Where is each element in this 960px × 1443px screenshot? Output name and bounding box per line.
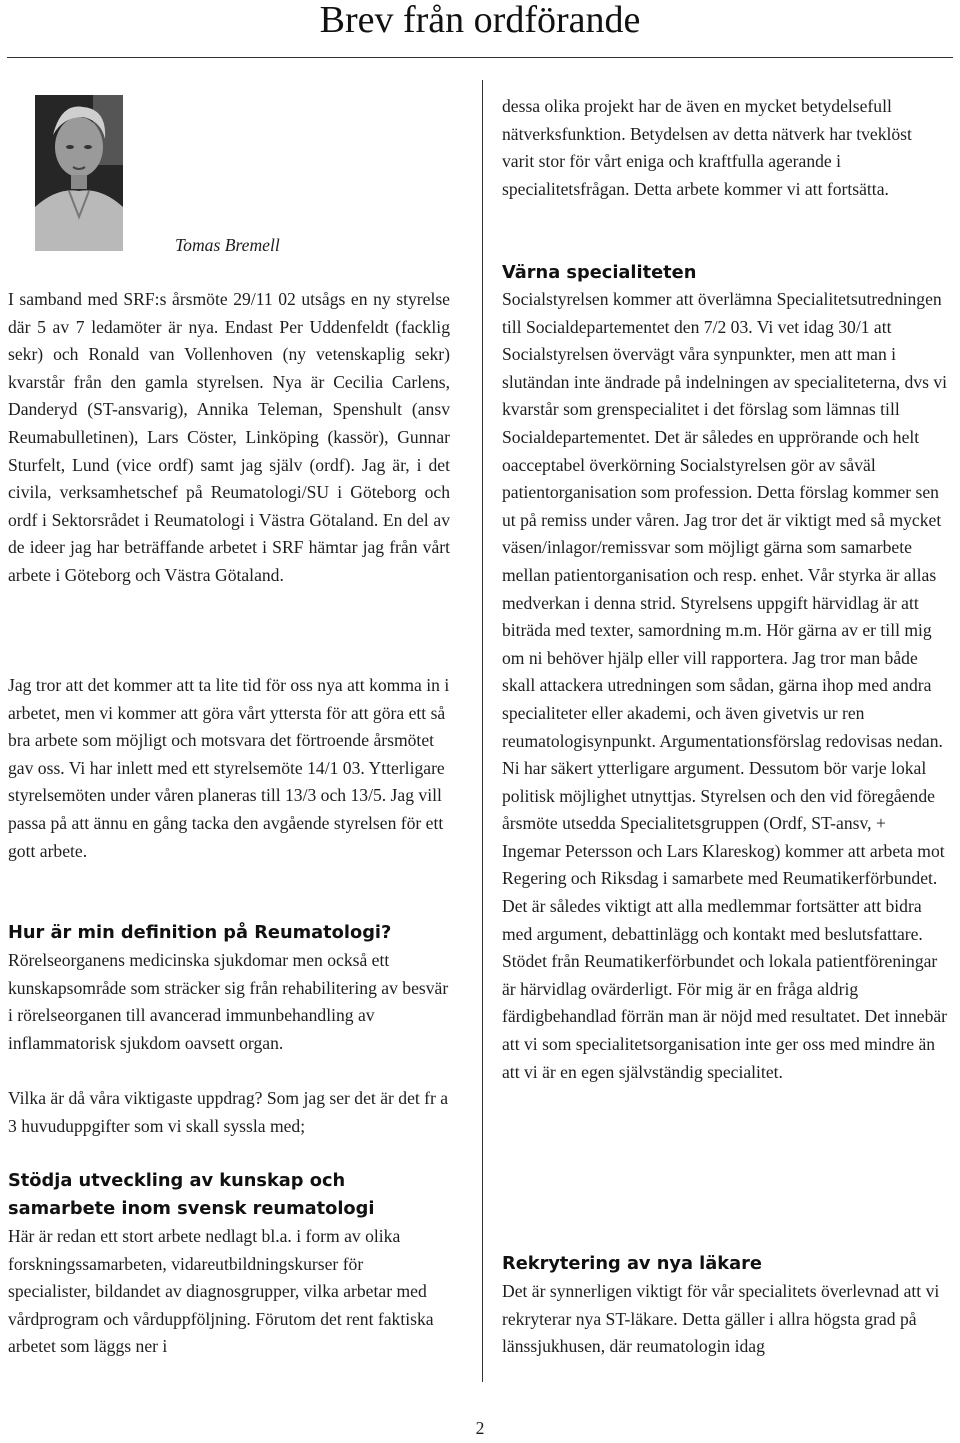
paragraph: Här är redan ett stort arbete nedlagt bl.a. i form av olika forskningssamarbeten, vidareutbildningskurser för specialister, bildandet av diagnosgrupper, vilka arbetar med vårdprogram och vårduppföljning. Förutom det rent faktiska arbetet som läggs ner i	[8, 1226, 434, 1357]
paragraph: Det är synnerligen viktigt för vår specialitets överlevnad att vi rekryterar nya ST-läkare. Detta gäller i allra högsta grad på länssjukhusen, där reumatologin idag	[502, 1281, 940, 1357]
title-rule	[7, 57, 953, 58]
paragraph: dessa olika projekt har de även en mycket betydelsefull nätverksfunktion. Betydelsen av detta nätverk har tveklöst varit stor för vårt eniga och kraftfulla agerande i specialitetsfrågan. Detta arbete kommer vi att fortsätta.	[502, 96, 912, 199]
paragraph: I samband med SRF:s årsmöte 29/11 02 utsågs en ny styrelse där 5 av 7 ledamöter är nya. Endast Per Uddenfeldt (facklig sekr) och Ronald van Vollenhoven (ny vetenskaplig sekr) kvarstår från den gamla styrelsen. Nya är Cecilia Carlens, Danderyd (ST-ansvarig), Annika Teleman, Spenshult (ansv Reumabulletinen), Lars Cöster, Linköping (kassör), Gunnar Sturfelt, Lund (vice ordf) samt jag själv (ordf). Jag är, i det civila, verksamhetschef på Reumatologi/SU i Göteborg och ordf i Sektorsrådet i Reumatologi i Västra Götaland. En del av de ideer jag har beträffande arbetet i SRF hämtar jag från vårt arbete i Göteborg och Västra Götaland.	[8, 289, 450, 585]
page-title: Brev från ordförande	[319, 0, 641, 41]
author-photo	[35, 95, 123, 251]
photo-caption: Tomas Bremell	[175, 235, 280, 255]
column-divider	[482, 80, 483, 1382]
section-heading: Värna specialiteten	[502, 262, 697, 283]
paragraph: Socialstyrelsen kommer att överlämna Specialitetsutredningen till Socialdepartementet den 7/2 03. Vi vet idag 30/1 att Socialstyrelsen övervägt våra synpunkter, men att man i slutändan inte ändrade på indelningen av specialiteterna, dvs vi kvarstår som grenspecialitet i det förslag som lämnas till Socialdepartementet. Det är således en upprörande och helt oacceptabel överkörning Socialstyrelsen gör av såväl patientorganisation som profession. Detta förslag kommer sen ut på remiss under våren. Jag tror det är viktigt med så mycket väsen/inlagor/remissvar som möjligt gärna som samarbete mellan patientorganisation och resp. enhet. Vår styrka är allas medverkan i denna strid. Styrelsens uppgift härvidlag är att biträda med texter, samordning m.m. Hör gärna av er till mig om ni behöver hjälp eller vill rapportera. Jag tror man både skall attackera utredningen som sådan, gärna ihop med andra specialiteter eller akademi, och även givetvis ur ren reumatologisynpunkt. Argumentationsförslag redovisas nedan. Ni har säkert ytterligare argument. Dessutom bör varje lokal politisk möjlighet utnyttjas. Styrelsen och den vid föregående årsmöte utsedda Specialitetsgruppen (Ordf, ST-ansv, + Ingemar Petersson och Lars Klareskog) kommer att arbeta mot Regering och Riksdag i samarbete med Reumatikerförbundet. Det är således viktigt att alla medlemmar fortsätter att bidra med argument, debattinlägg och kontakt med beslutsfattare. Stödet från Reumatikerförbundet och lokala patientföreningar är härvidlag ovärderligt. För mig är en fråga aldrig färdigbehandlad förrän man är nöjd med resultatet. Det innebär att vi som specialitetsorganisation inte ger oss med mindre än att vi är en egen självständig specialitet.	[502, 289, 948, 1082]
page-number: 2	[475, 1418, 485, 1438]
section-heading: Rekrytering av nya läkare	[502, 1253, 762, 1274]
portrait-image	[35, 95, 123, 251]
paragraph: Rörelseorganens medicinska sjukdomar men också ett kunskapsområde som sträcker sig från rehabilitering av besvär i rörelseorganen till avancerad immunbehandling av inflammatorisk sjukdom oavsett organ.	[8, 950, 449, 1053]
paragraph: Jag tror att det kommer att ta lite tid för oss nya att komma in i arbetet, men vi kommer att göra vårt yttersta för att göra ett så bra arbete som möjligt och motsvara det förtroende årsmötet gav oss. Vi har inlett med ett styrelsemöte 14/1 03. Ytterligare styrelsemöten under våren planeras till 13/3 och 13/5. Jag vill passa på att ännu en gång tacka den avgående styrelsen för ett gott arbete.	[8, 675, 450, 861]
paragraph: Vilka är då våra viktigaste uppdrag? Som jag ser det är det fr a 3 huvuduppgifter som vi skall syssla med;	[8, 1088, 449, 1136]
section-heading: Stödja utveckling av kunskap och samarbete inom svensk reumatologi	[8, 1170, 375, 1219]
section-heading: Hur är min definition på Reumatologi?	[8, 922, 392, 943]
